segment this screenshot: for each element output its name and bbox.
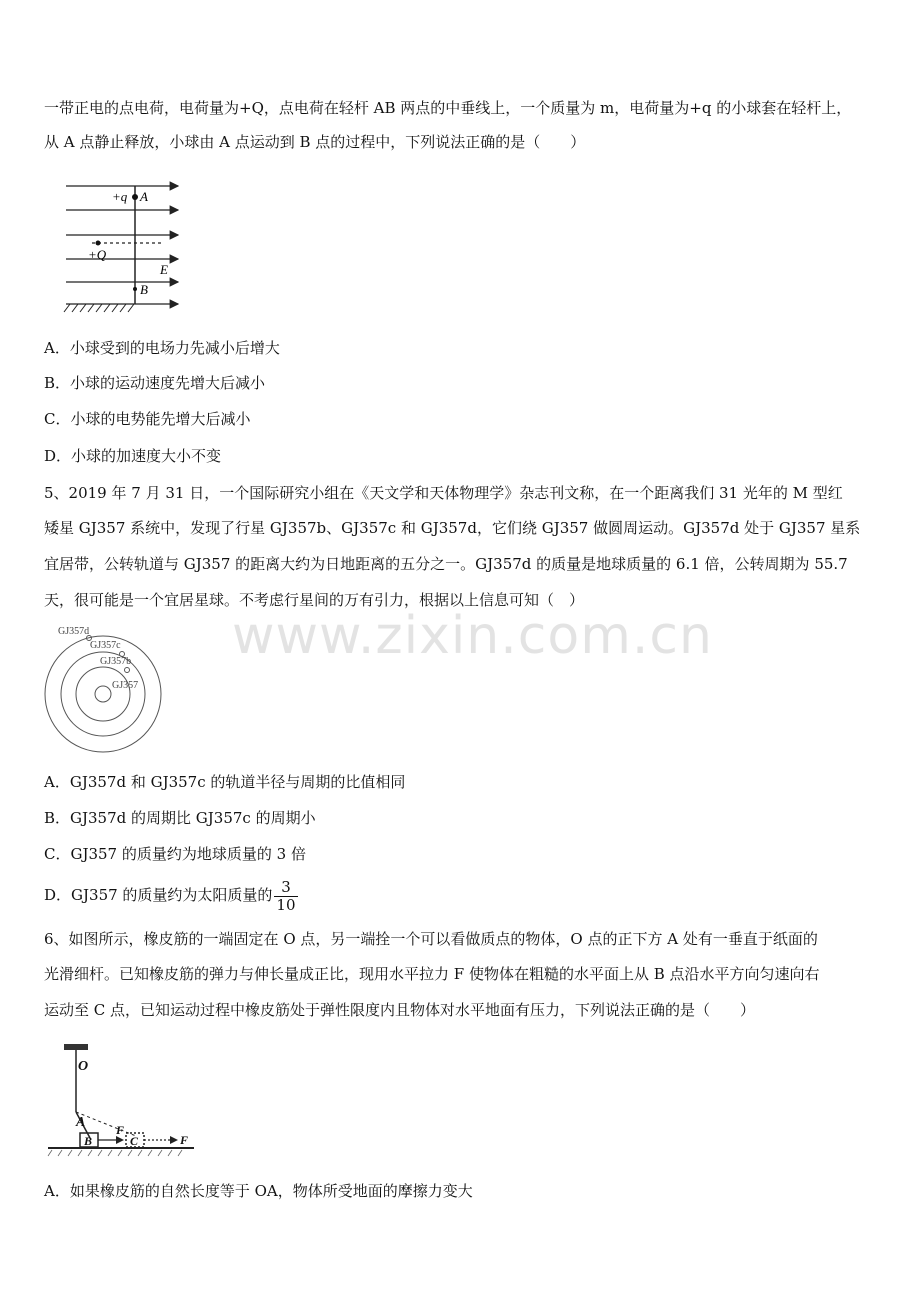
label-o: O xyxy=(78,1059,89,1074)
q5-option-b: B．GJ357d 的周期比 GJ357c 的周期小 xyxy=(44,809,316,827)
label-b: B xyxy=(84,1134,93,1148)
q4-option-d: D．小球的加速度大小不变 xyxy=(44,447,222,465)
label-a: A xyxy=(76,1115,86,1130)
q6-option-a: A．如果橡皮筋的自然长度等于 OA，物体所受地面的摩擦力变大 xyxy=(44,1182,473,1200)
label-gj357d: GJ357d xyxy=(58,626,90,637)
ground-hatching xyxy=(64,304,134,312)
q5-option-c: C．GJ357 的质量约为地球质量的 3 倍 xyxy=(44,845,306,863)
label-f2: F xyxy=(180,1133,189,1147)
fraction-numerator: 3 xyxy=(274,879,297,897)
q5-stem-line1: 5、2019 年 7 月 31 日，一个国际研究小组在《天文学和天体物理学》杂志刊文称，在一个距离我们 31 光年的 M 型红 xyxy=(44,484,843,502)
q6-stem-line3: 运动至 C 点，已知运动过程中橡皮筋处于弹性限度内且物体对水平地面有压力，下列说法正确的是（ ） xyxy=(44,1001,756,1019)
label-c: C xyxy=(130,1134,139,1148)
q5-stem-line3: 宜居带，公转轨道与 GJ357 的距离大约为日地距离的五分之一。GJ357d 的质量是地球质量的 6.1 倍，公转周期为 55.7 xyxy=(44,555,848,573)
ceiling-mount xyxy=(64,1044,88,1050)
label-b: B xyxy=(140,282,148,297)
label-plus-Q: +Q xyxy=(88,247,107,262)
point-b-dot xyxy=(133,287,137,291)
q4-option-a: A．小球受到的电场力先减小后增大 xyxy=(44,339,280,357)
q4-stem-line1: 一带正电的点电荷，电荷量为+Q，点电荷在轻杆 AB 两点的中垂线上，一个质量为 m，电荷量为+q 的小球套在轻杆上， xyxy=(44,99,852,117)
label-plus-q: +q xyxy=(112,189,128,204)
q5-stem-line2: 矮星 GJ357 系统中，发现了行星 GJ357b、GJ357c 和 GJ357d，它们绕 GJ357 做圆周运动。GJ357d 处于 GJ357 星系 xyxy=(44,519,861,537)
orbit-gj357b xyxy=(76,667,130,721)
label-f1: F xyxy=(116,1123,125,1137)
label-e: E xyxy=(160,262,168,277)
q5-orbit-figure xyxy=(38,622,168,754)
q5-option-a: A．GJ357d 和 GJ357c 的轨道半径与周期的比值相同 xyxy=(44,773,406,791)
label-gj357b: GJ357b xyxy=(100,656,132,667)
label-gj357c: GJ357c xyxy=(90,640,121,651)
q6-stem-line2: 光滑细杆。已知橡皮筋的弹力与伸长量成正比，现用水平拉力 F 使物体在粗糙的水平面上从 B 点沿水平方向匀速向右 xyxy=(44,965,820,983)
q5-option-d-text: D．GJ357 的质量约为太阳质量的 xyxy=(44,886,273,904)
ground-texture xyxy=(48,1150,182,1156)
q5-stem-line4: 天，很可能是一个宜居星球。不考虑行星间的万有引力，根据以上信息可知（ ） xyxy=(44,591,585,609)
q4-electric-field-figure xyxy=(60,176,190,321)
watermark-text: www.zixin.com.cn xyxy=(232,606,713,666)
label-a: A xyxy=(140,189,148,204)
q6-rubber-band-figure xyxy=(44,1040,199,1165)
planet-gj357b xyxy=(125,668,130,673)
point-charge xyxy=(96,241,101,246)
q6-stem-line1: 6、如图所示，橡皮筋的一端固定在 O 点，另一端拴一个可以看做质点的物体，O 点的正下方 A 处有一垂直于纸面的 xyxy=(44,930,818,948)
fraction xyxy=(274,879,297,914)
label-gj357: GJ357 xyxy=(112,680,139,691)
q4-option-b: B．小球的运动速度先增大后减小 xyxy=(44,374,266,392)
q4-option-c: C．小球的电势能先增大后减小 xyxy=(44,410,251,428)
q5-option-d xyxy=(44,876,298,914)
orbit-gj357d xyxy=(45,636,161,752)
fraction-denominator: 10 xyxy=(276,895,296,914)
small-ball xyxy=(132,194,138,200)
q4-stem-line2: 从 A 点静止释放，小球由 A 点运动到 B 点的过程中，下列说法正确的是（ ） xyxy=(44,133,586,151)
star-gj357 xyxy=(95,686,111,702)
